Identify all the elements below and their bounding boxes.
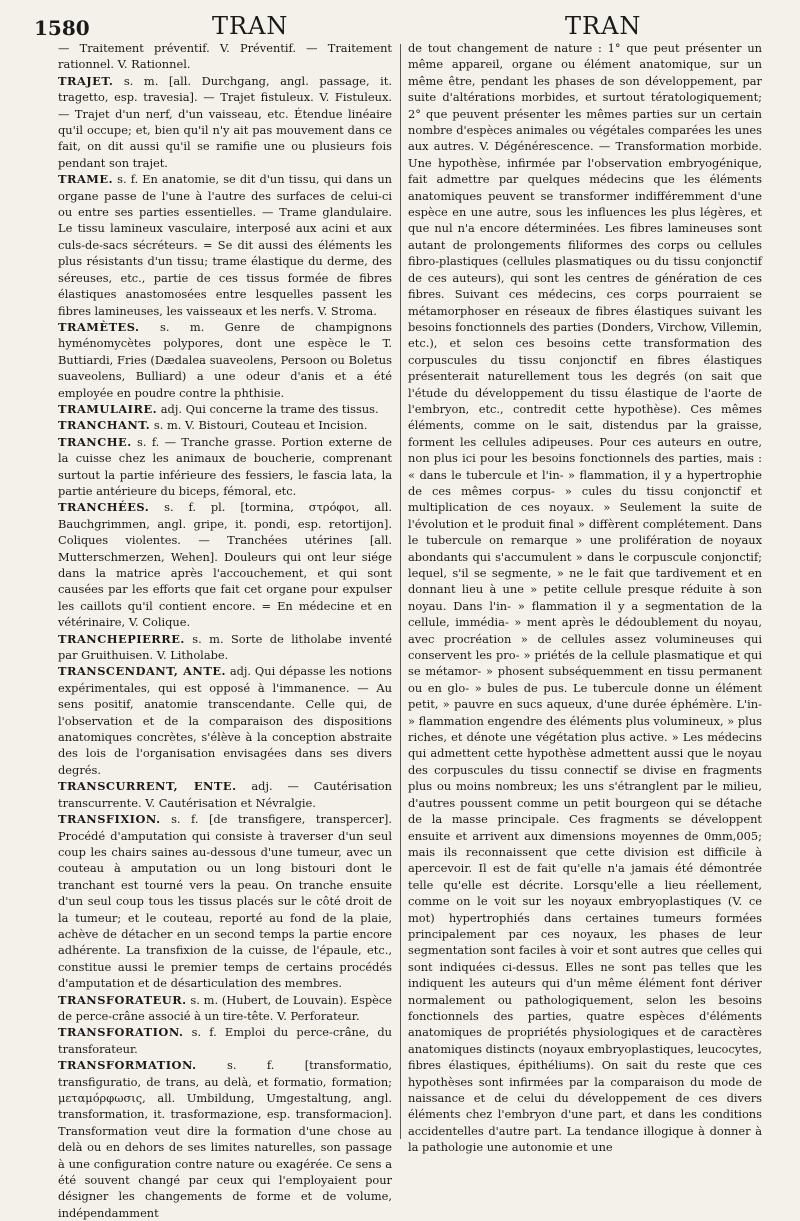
- entry-tranche: TRANCHE. s. f. — Tranche grasse. Portion externe de la cuisse chez les animaux de boucherie, comprenant surtout la partie inférieure des fessiers, le fascia lata, la partie antérieure du biceps, fémoral, etc.: [58, 434, 392, 498]
- headword: TRANCHÉES.: [58, 500, 150, 515]
- headword: TRAJET.: [58, 73, 114, 88]
- right-continuation: de tout changement de nature : 1° que peut présenter un même appareil, organe ou élément anatomique, sur un même être, pendant les phases de son développement, par suite d'altérations morbides, et surtout tératologiquement; 2° que peuvent présenter les mêmes parties sur un certain nombre d'espèces animales ou végétales comparées les unes aux autres. V. Dégénérescence. — Transformation morbide. Une hypothèse, infirmée par l'observation embryogénique, fait admettre par quelques médecins que les éléments anatomiques peuvent se transformer indifféremment d'une espèce en une autre, sous les influences les plus légères, et que nul n'a encore déterminées. Les fibres lamineuses sont autant de prolongements filiformes des corps ou cellules fibro-plastiques (cellules plasmatiques ou du tissu conjonctif de ces auteurs), qui sont les centres de génération de ces fibres. Suivant ces médecins, ces corps pourraient se métamorphoser en réseaux de fibres élastiques suivant les besoins fonctionnels des parties (Donders, Virchow, Villemin, etc.), et selon ces besoins cette transformation des corpuscules du tissu conjonctif en fibres élastiques présenterait naturellement tous les degrés (on sait que l'étude du développement du tissu élastique de l'aorte de l'embryon, etc., contredit cette hypothèse). Ces mêmes éléments, comme on le sait, distendus par la graisse, forment les cellules adipeuses. Pour ces auteurs en outre, non plus ici pour les besoins fonctionnels des parties, mais : « dans le tubercule et l'in- » flammation, il y a hypertrophie de ces mêmes corpus- » cules du tissu conjonctif et multiplication de ces noyaux. » Seulement la suite de l'évolution et le produit final » diffèrent complétement. Dans le tubercule on remarque » une prolifération de noyaux abondants qui s'accumulent » dans le corpuscule conjonctif; lequel, s'il se segmente, » ne le fait que tardivement et en donnant lieu à une » petite cellule presque réduite à son noyau. Dans l'in- » flammation il y a segmentation de la cellule, immédia- » ment après le dédoublement du noyau, avec procréation » de cellules assez volumineuses qui conservent les pro- » priétés de la cellule plasmatique et qui se métamor- » phosent subséquemment en tissu permanent ou en glo- » bules de pus. Le tubercule donne un élément petit, » pauvre en sucs aqueux, d'une durée éphémère. L'in- » flammation engendre des éléments plus volumineux, » plus riches, et dénote une végétation plus active. » Les médecins qui admettent cette hypothèse admettent aussi que le noyau des corpuscules du tissu connectif se divise en fragments plus ou moins nombreux; les uns s'étranglent par le milieu, d'autres poussent comme un petit bourgeon qui se détache de la masse principale. Ces fragments se développent ensuite et arrivent aux dimensions moyennes de 0mm,005; mais ils reconnaissent que cette division est difficile à apercevoir. Il est de fait qu'elle n'a jamais été démontrée telle qu'elle est décrite. Lorsqu'elle a lieu réellement, comme on le voit sur les noyaux embryoplastiques (V. ce mot) hypertrophiés dans certaines tumeurs formées principalement par ces noyaux, les phases de leur segmentation sont faciles à voir et sont autres que celles qui sont indiquées ci-dessus. Elles ne sont pas telles que les indiquent les auteurs qui d'un même élément font dériver normalement ou pathologiquement, selon les besoins fonctionnels des parties, quatre espèces d'éléments anatomiques de propriétés physiologiques et de caractères anatomiques distincts (noyaux embryoplastiques, leucocytes, fibres élastiques, épithéliums). On sait du reste que ces hypothèses sont infirmées par la comparaison du mode de naissance et de celui du développement de ces divers éléments chez l'embryon d'une part, et dans les conditions accidentelles d'autre part. La tendance illogique à donner à la pathologie une autonomie et une: [408, 41, 763, 1155]
- running-head-right: TRAN: [565, 12, 642, 40]
- page-number: 1580: [34, 16, 90, 40]
- headword: TRANSFIXION.: [58, 812, 161, 827]
- page-header: [0, 6, 800, 40]
- headword: TRANSFORMATION.: [58, 1058, 197, 1073]
- entry-tranchepierre: TRANCHEPIERRE. s. m. Sorte de litholabe inventé par Gruithuisen. V. Litholabe.: [58, 631, 392, 663]
- entry-trame: TRAME. s. f. En anatomie, se dit d'un tissu, qui dans un organe passe de l'une à l'autre des surfaces de celui-ci ou entre ses parties essentielles. — Trame glandulaire. Le tissu lamineux vasculaire, interposé aux acini et aux culs-de-sacs sécréteurs. = Se dit aussi des éléments les plus résistants d'un tissu; trame élastique du derme, des séreuses, etc., partie de ces tissus formée de fibres élastiques anastomosées entre lesquelles passent les fibres lamineuses, les vaisseaux et les nerfs. V. Stroma.: [58, 172, 392, 318]
- entry-transforateur: TRANSFORATEUR. s. m. (Hubert, de Louvain). Espèce de perce-crâne associé à un tire-tête. V. Perforateur.: [58, 992, 392, 1023]
- left-continuation: — Traitement préventif. V. Préventif. — Traitement rationnel. V. Rationnel.: [58, 41, 392, 72]
- entry-trametes: TRAMÈTES. s. m. Genre de champignons hyménomycètes polypores, dont une espèce le T. Buttiardi, Fries (Dædalea suaveolens, Persoon ou Boletus suaveolens, Bulliard) a une odeur d'anis et a été employée en poudre contre la phthisie.: [58, 319, 392, 400]
- entry-tranchant: TRANCHANT. s. m. V. Bistouri, Couteau et Incision.: [58, 418, 368, 433]
- headword: TRANSFORATION.: [58, 1025, 184, 1040]
- headword: TRANCHE.: [58, 434, 132, 449]
- headword: TRAME.: [58, 172, 114, 187]
- headword: TRANCHANT.: [58, 418, 151, 433]
- headword: TRANSFORATEUR.: [58, 992, 187, 1007]
- running-head-left: TRAN: [212, 12, 289, 40]
- headword: TRANSCENDANT, ANTE.: [58, 664, 226, 679]
- entry-transcendant: TRANSCENDANT, ANTE. adj. Qui dépasse les notions expérimentales, qui est opposé à l'immanence. — Au sens positif, anatomie transcendante. Celle qui, de l'observation et de la comparaison des dispositions anatomiques concrètes, s'élève à la conception abstraite des lois de l'organisation envisagées dans ses divers degrés.: [58, 664, 393, 777]
- entry-transformation: TRANSFORMATION. s. f. [transformatio, transfiguratio, de trans, au delà, et formatio, formation; μεταμόρφωσις, all. Umbildung, Umgestaltung, angl. transformation, it. trasformazione, esp. transformacion]. Transformation veut dire la formation d'une chose au delà ou en dehors de ses limites naturelles, son passage à une configuration contre nature ou exagérée. Ce sens a été souvent changé par ceux qui l'employaient pour désigner les changements de forme et de volume, indépendamment: [58, 1058, 392, 1220]
- headword: TRAMULAIRE.: [58, 401, 158, 416]
- entry-transfixion: TRANSFIXION. s. f. [de transfigere, transpercer]. Procédé d'amputation qui consiste à traverser d'un seul coup les chairs saines au-dessous d'une tumeur, avec un couteau à amputation ou un long bistouri dont le tranchant est tourné vers la peau. On tranche ensuite d'un seul coup tous les tissus placés sur le côté droit de la tumeur; et le couteau, reporté au fond de la plaie, achève de détacher en un second temps la partie encore adhérente. La transfixion de la cuisse, de l'épaule, etc., constitue aussi le premier temps de certains procédés d'amputation et de désarticulation des membres.: [58, 812, 392, 991]
- entry-tramulaire: TRAMULAIRE. adj. Qui concerne la trame des tissus.: [58, 401, 379, 416]
- right-column: [408, 40, 763, 1155]
- entry-tranchees: TRANCHÉES. s. f. pl. [tormina, στρόφοι, all. Bauchgrimmen, angl. gripe, it. pondi, esp. retortijon]. Coliques violentes. — Tranchées utérines [all. Mutterschmerzen, Wehen]. Douleurs qui ont leur siége dans la matrice après l'accouchement, et qui sont causées par les efforts que fait cet organe pour expulser les caillots qu'il contient encore. = En médecine et en vétérinaire, V. Colique.: [58, 500, 392, 630]
- headword: TRAMÈTES.: [58, 319, 140, 334]
- column-divider: [400, 44, 401, 1139]
- headword: TRANCHEPIERRE.: [58, 631, 185, 646]
- left-column: [58, 40, 393, 1220]
- entry-transforation: TRANSFORATION. s. f. Emploi du perce-crâne, du transforateur.: [58, 1025, 392, 1056]
- headword: TRANSCURRENT, ENTE.: [58, 779, 237, 794]
- entry-trajet: TRAJET. s. m. [all. Durchgang, angl. passage, it. tragetto, esp. travesia]. — Trajet fistuleux. V. Fistuleux. — Trajet d'un nerf, d'un vaisseau, etc. Étendue linéaire qu'il occupe; et, bien qu'il n'y ait pas mouvement dans ce fait, on dit aussi qu'il se ramifie une ou plusieurs fois pendant son trajet.: [58, 73, 392, 170]
- entry-transcurrent: TRANSCURRENT, ENTE. adj. — Cautérisation transcurrente. V. Cautérisation et Névralgie.: [58, 779, 392, 810]
